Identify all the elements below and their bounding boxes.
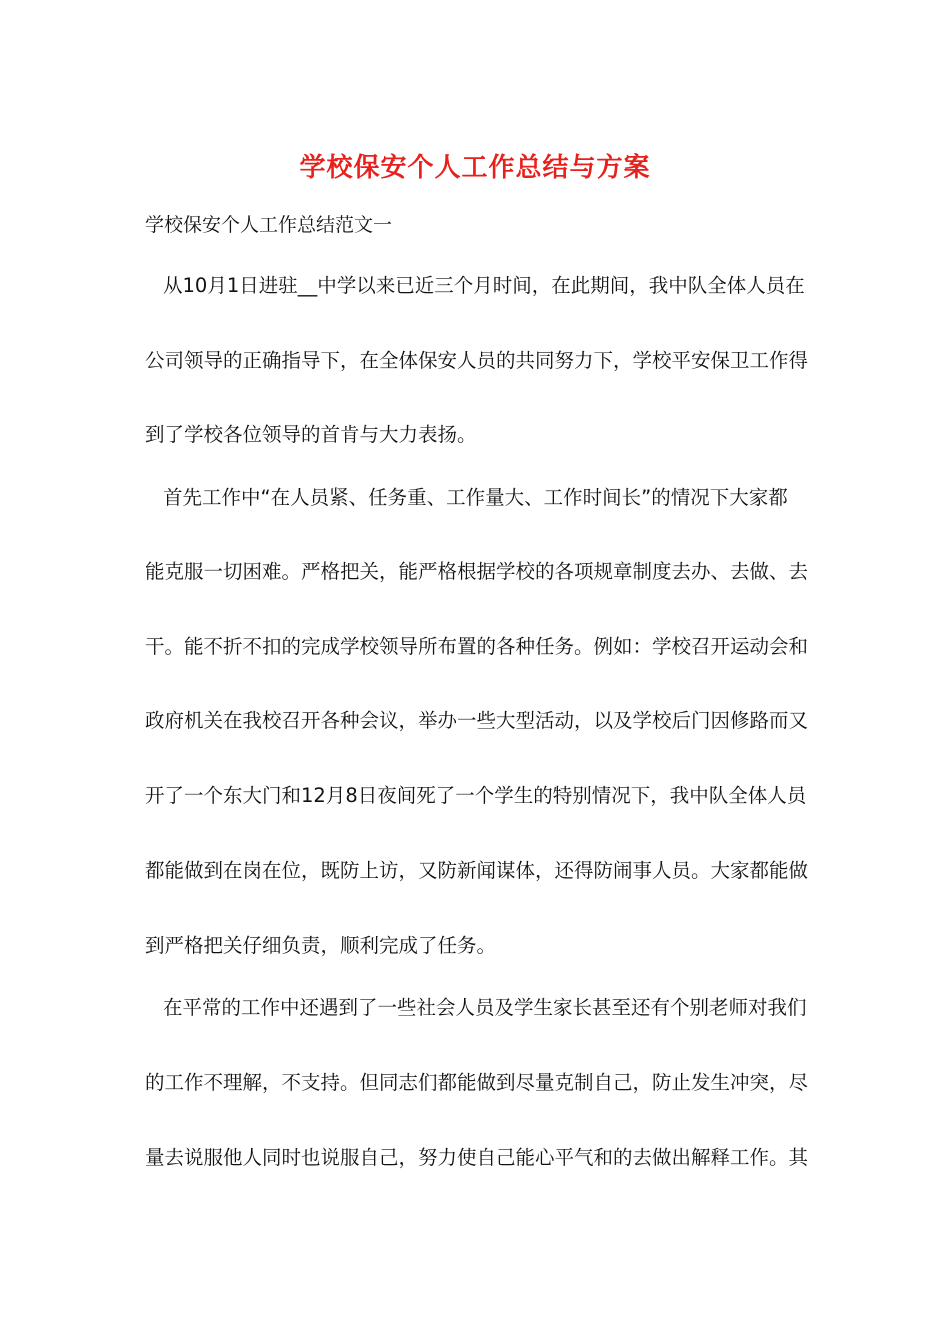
- paragraph-2-line-4: 政府机关在我校召开各种会议，举办一些大型活动，以及学校后门因修路而又: [145, 709, 809, 732]
- paragraph-3-line-1: 在平常的工作中还遇到了一些社会人员及学生家长甚至还有个别老师对我们: [163, 996, 807, 1019]
- paragraph-2-line-5: 开了一个东大门和12月8日夜间死了一个学生的特别情况下，我中队全体人员: [145, 784, 807, 807]
- paragraph-2-line-3: 干。能不折不扣的完成学校领导所布置的各种任务。例如：学校召开运动会和: [145, 635, 809, 658]
- paragraph-2-line-6: 都能做到在岗在位，既防上访，又防新闻谋体，还得防闹事人员。大家都能做: [145, 859, 809, 882]
- paragraph-2-line-1: 首先工作中“在人员紧、任务重、工作量大、工作时间长”的情况下大家都: [163, 486, 788, 509]
- paragraph-2-line-2: 能克服一切困难。严格把关，能严格根据学校的各项规章制度去办、去做、去: [145, 560, 809, 583]
- document-subtitle: 学校保安个人工作总结范文一: [145, 214, 393, 236]
- paragraph-1-line-2: 公司领导的正确指导下，在全体保安人员的共同努力下，学校平安保卫工作得: [145, 349, 809, 372]
- document-title: 学校保安个人工作总结与方案: [299, 153, 651, 183]
- paragraph-3-line-2: 的工作不理解，不支持。但同志们都能做到尽量克制自己，防止发生冲突，尽: [145, 1071, 809, 1094]
- paragraph-1-line-3: 到了学校各位领导的首肯与大力表扬。: [145, 423, 477, 446]
- paragraph-2-line-7: 到严格把关仔细负责，顺利完成了任务。: [145, 934, 497, 957]
- paragraph-3-line-3: 量去说服他人同时也说服自己，努力使自己能心平气和的去做出解释工作。其: [145, 1146, 809, 1169]
- paragraph-1-line-1: 从10月1日进驻__中学以来已近三个月时间，在此期间，我中队全体人员在: [163, 274, 805, 297]
